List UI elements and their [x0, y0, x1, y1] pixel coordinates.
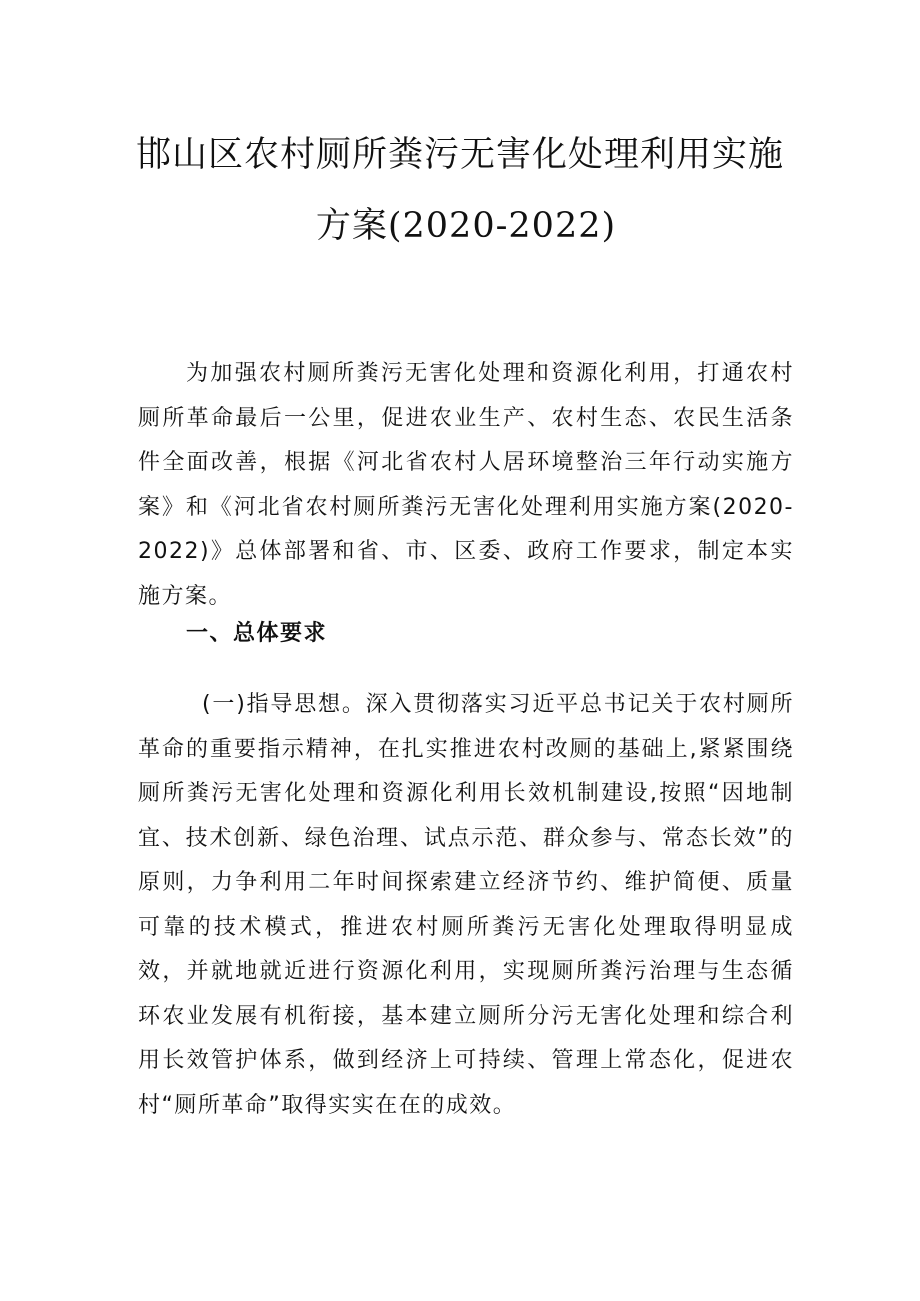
section-heading-general-requirements: 一、总体要求: [186, 621, 328, 646]
document-title-line1: 邯山区农村厕所粪污无害化处理利用实施: [135, 135, 784, 175]
guiding-ideology-paragraph: (一)指导思想。深入贯彻落实习近平总书记关于农村厕所革命的重要指示精神，在扎实推进农村改厕的基础上,紧紧围绕厕所粪污无害化处理和资源化利用长效机制建设,按照“因地制宜、技术创新、绿色治理、试点示范、群众参与、常态长效”的原则，力争利用二年时间探索建立经济节约、维护简便、质量可靠的技术模式，推进农村厕所粪污无害化处理取得明显成效，并就地就近进行资源化利用，实现厕所粪污治理与生态循环农业发展有机衔接，基本建立厕所分污无害化处理和综合利用长效管护体系，做到经济上可持续、管理上常态化，促进农村“厕所革命”取得实实在在的成效。: [138, 692, 794, 1118]
intro-paragraph: 为加强农村厕所粪污无害化处理和资源化利用，打通农村厕所革命最后一公里，促进农业生产、农村生态、农民生活条件全面改善，根据《河北省农村人居环境整治三年行动实施方案》和《河北省农村厕所粪污无害化处理利用实施方案(2020-2022)》总体部署和省、市、区委、政府工作要求，制定本实施方案。: [138, 361, 794, 609]
document-title-line2: 方案(2020-2022): [315, 206, 617, 246]
